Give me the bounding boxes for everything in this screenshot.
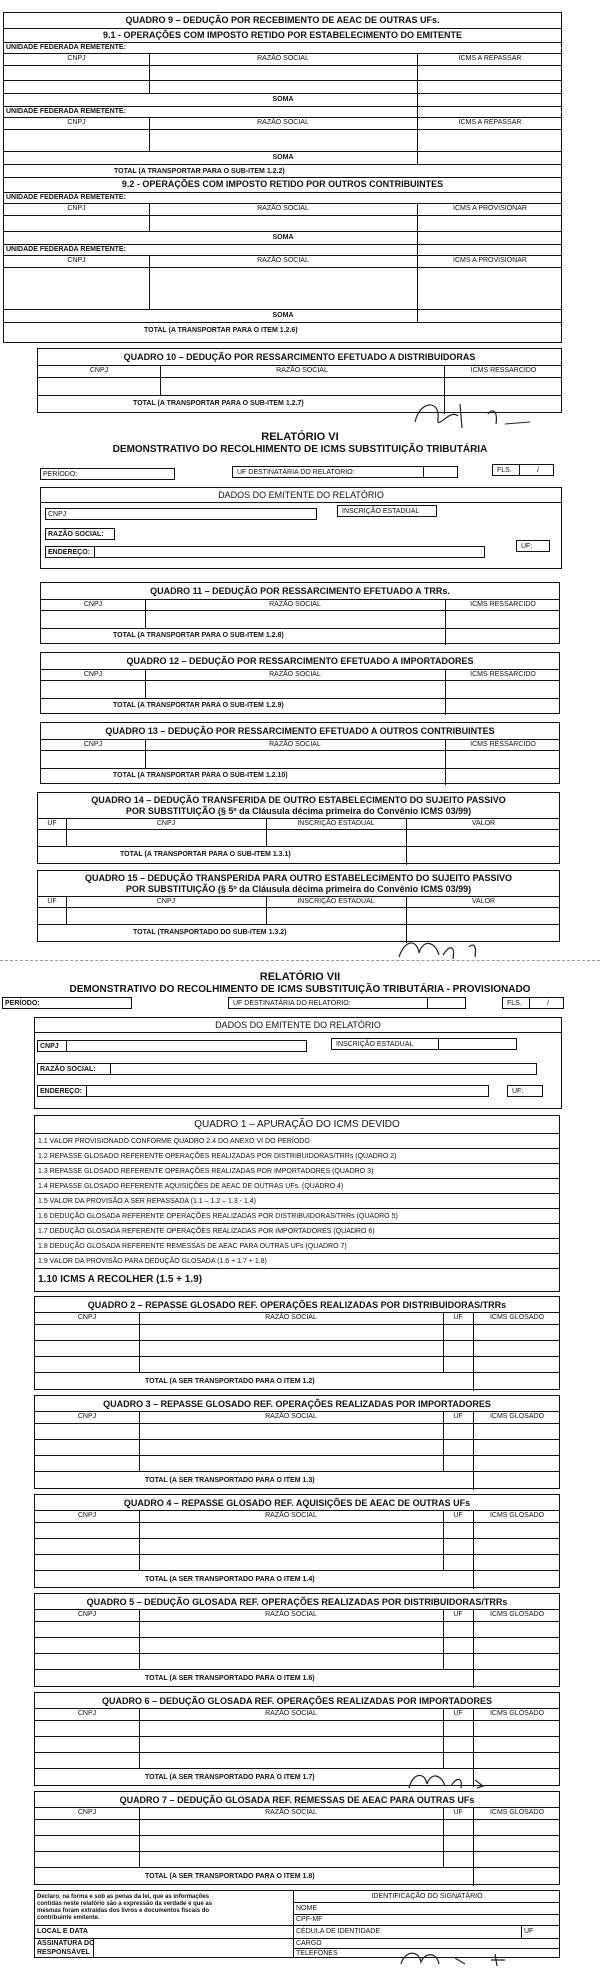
- col-icms-glosado: ICMS GLOSADO: [489, 1809, 545, 1816]
- quadro-4: [34, 1494, 560, 1588]
- col-uf: UF: [453, 1809, 463, 1816]
- total-label: TOTAL (A TRANSPORTAR PARA O SUB-ITEM 1.2.9): [113, 702, 284, 709]
- relatorio-vi-subtitle: DEMONSTRATIVO DO RECOLHIMENTO DE ICMS SUBSTITUIÇÃO TRIBUTÁRIA: [112, 444, 488, 455]
- item-1-6: 1.6 DEDUÇÃO GLOSADA REFERENTE OPERAÇÕES REALIZADAS POR DISTRIBUIDORAS/TRRs (QUADRO 5): [38, 1213, 398, 1220]
- soma-label: SOMA: [272, 234, 294, 241]
- item-1-3: 1.3 REPASSE GLOSADO REFERENTE OPERAÇÕES REALIZADAS POR IMPORTADORES (QUADRO 3): [38, 1168, 374, 1175]
- fls-label: FLS.: [507, 1000, 522, 1007]
- col-cnpj: CNPJ: [77, 1710, 97, 1717]
- col-uf: UF: [47, 820, 57, 827]
- declaracao-line-2: contidas neste relatório são a expressão da verdade e que as: [37, 1901, 213, 1907]
- col-uf: UF: [453, 1710, 463, 1717]
- soma-label: SOMA: [272, 154, 294, 161]
- identificacao-title: IDENTIFICAÇÃO DO SIGNATÁRIO: [371, 1893, 483, 1900]
- cnpj-label: CNPJ: [40, 1043, 59, 1050]
- declaracao-line-1: Declaro, na forma e sob as penas da lei, que as informações: [37, 1894, 210, 1900]
- quadro-2: [34, 1296, 560, 1390]
- uf-destinataria-field[interactable]: [228, 997, 466, 1009]
- item-1-10: 1.10 ICMS A RECOLHER (1.5 + 1.9): [38, 1274, 203, 1285]
- item-1-5: 1.5 VALOR DA PROVISÃO A SER REPASSADA (1.1 – 1.2 – 1.3 - 1.4): [38, 1198, 257, 1205]
- quadro-1-title: QUADRO 1 – APURAÇÃO DO ICMS DEVIDO: [194, 1119, 400, 1130]
- col-razao: RAZÃO SOCIAL: [257, 55, 309, 62]
- declaracao-line-3: mesmas foram extraídas dos livros e documentos fiscais do: [37, 1908, 210, 1914]
- fls-separator: /: [547, 1000, 549, 1007]
- relatorio-vii-subtitle: DEMONSTRATIVO DO RECOLHIMENTO DE ICMS SUBSTITUIÇÃO TRIBUTÁRIA - PROVISIONADO: [69, 984, 531, 995]
- col-razao: RAZÃO SOCIAL: [265, 1809, 317, 1816]
- uf-remetente-label: UNIDADE FEDERADA REMETENTE:: [6, 246, 126, 253]
- dados-emitente-title: DADOS DO EMITENTE DO RELATÓRIO: [215, 1020, 381, 1030]
- uf-field[interactable]: [507, 1085, 543, 1097]
- col-cnpj: CNPJ: [77, 1413, 97, 1420]
- item-1-1: 1.1 VALOR PROVISIONADO CONFORME QUADRO 2.4 DO ANEXO VI DO PERÍODO: [38, 1138, 310, 1145]
- item-1-2: 1.2 REPASSE GLOSADO REFERENTE OPERAÇÕES REALIZADAS POR DISTRIBUIDORAS/TRRs (QUADRO 2): [38, 1153, 397, 1160]
- fls-label: FLS.: [497, 467, 512, 474]
- periodo-field[interactable]: [2, 997, 132, 1009]
- col-uf: UF: [453, 1512, 463, 1519]
- col-razao: RAZÃO SOCIAL: [265, 1413, 317, 1420]
- signature-mark: [410, 398, 540, 432]
- cargo-label: CARGO: [296, 1940, 322, 1947]
- responsavel-label: RESPONSÁVEL: [37, 1949, 90, 1956]
- dados-emitente-title: DADOS DO EMITENTE DO RELATÓRIO: [218, 490, 384, 500]
- total-label: TOTAL (A SER TRANSPORTADO PARA O ITEM 1.4): [145, 1576, 315, 1583]
- uf-remetente-label: UNIDADE FEDERADA REMETENTE:: [6, 44, 126, 51]
- col-razao: RAZÃO SOCIAL: [265, 1710, 317, 1717]
- item-1-7: 1.7 DEDUÇÃO GLOSADA REFERENTE OPERAÇÕES REALIZADAS POR IMPORTADORES (QUADRO 6): [38, 1228, 375, 1235]
- razao-social-field[interactable]: [37, 1063, 537, 1075]
- quadro-7-title: QUADRO 7 – DEDUÇÃO GLOSADA REF. REMESSAS DE AEAC PARA OUTRAS UFs: [119, 1795, 475, 1805]
- col-cnpj: CNPJ: [156, 898, 176, 905]
- total-label: TOTAL (A SER TRANSPORTADO PARA O ITEM 1.6): [145, 1675, 315, 1682]
- fls-field[interactable]: [502, 997, 564, 1009]
- quadro-5-title: QUADRO 5 – DEDUÇÃO GLOSADA REF. OPERAÇÕES REALIZADAS POR DISTRIBUIDORAS/TRRs: [86, 1597, 508, 1607]
- uf-label: UF:: [512, 1088, 524, 1095]
- quadro-15-title-2: POR SUBSTITUIÇÃO (§ 5º da Cláusula décima primeira do Convênio ICMS 03/99): [125, 884, 472, 894]
- col-razao: RAZÃO SOCIAL: [269, 741, 321, 748]
- col-icms-glosado: ICMS GLOSADO: [489, 1413, 545, 1420]
- fls-field[interactable]: [492, 464, 554, 476]
- quadro-14: [37, 792, 560, 864]
- quadro-9-sub1: 9.1 - OPERAÇÕES COM IMPOSTO RETIDO POR ESTABELECIMENTO DO EMITENTE: [102, 30, 463, 40]
- quadro-14-title-1: QUADRO 14 – DEDUÇÃO TRANSFERIDA DE OUTRO ESTABELECIMENTO DO SUJEITO PASSIVO: [91, 795, 506, 805]
- col-razao: RAZÃO SOCIAL: [269, 671, 321, 678]
- nome-label: NOME: [296, 1905, 317, 1912]
- quadro-3: [34, 1395, 560, 1489]
- endereco-label: ENDEREÇO:: [48, 549, 91, 556]
- quadro-4-title: QUADRO 4 – REPASSE GLOSADO REF. AQUISIÇÕES DE AEAC DE OUTRAS UFs: [123, 1498, 471, 1508]
- uf-remetente-label: UNIDADE FEDERADA REMETENTE:: [6, 108, 126, 115]
- col-razao: RAZÃO SOCIAL: [269, 601, 321, 608]
- total-label: TOTAL (A SER TRANSPORTADO PARA O ITEM 1.2): [145, 1378, 315, 1385]
- total-label: TOTAL (A SER TRANSPORTADO PARA O ITEM 1.8): [145, 1873, 315, 1880]
- quadro-12-title: QUADRO 12 – DEDUÇÃO POR RESSARCIMENTO EFETUADO A IMPORTADORES: [126, 656, 474, 666]
- col-icms: ICMS A PROVISIONAR: [453, 205, 527, 212]
- quadro-9-sub2: 9.2 - OPERAÇÕES COM IMPOSTO RETIDO POR OUTROS CONTRIBUINTES: [121, 179, 444, 189]
- signature-mark: [395, 1944, 535, 1968]
- col-uf: UF: [47, 898, 57, 905]
- col-cnpj: CNPJ: [156, 820, 176, 827]
- cnpj-field[interactable]: [37, 1040, 307, 1052]
- quadro-12: [40, 652, 560, 714]
- ie-label: INSCRIÇÃO ESTADUAL: [336, 1041, 414, 1048]
- col-cnpj: CNPJ: [77, 1611, 97, 1618]
- quadro-15: [37, 870, 560, 942]
- item-1-4: 1.4 REPASSE GLOSADO REFERENTE AQUISIÇÕES DE AEAC DE OUTRAS UFs. (QUADRO 4): [38, 1183, 344, 1190]
- quadro-3-title: QUADRO 3 – REPASSE GLOSADO REF. OPERAÇÕES REALIZADAS POR IMPORTADORES: [103, 1399, 491, 1409]
- col-ie: INSCRIÇÃO ESTADUAL: [297, 898, 375, 905]
- quadro-5: [34, 1593, 560, 1687]
- col-icms-glosado: ICMS GLOSADO: [489, 1314, 545, 1321]
- col-razao: RAZÃO SOCIAL: [265, 1512, 317, 1519]
- col-cnpj: CNPJ: [67, 205, 86, 212]
- quadro-9-title: QUADRO 9 – DEDUÇÃO POR RECEBIMENTO DE AEAC DE OUTRAS UFs.: [125, 15, 440, 25]
- uf-field[interactable]: [516, 540, 550, 552]
- col-cnpj: CNPJ: [77, 1314, 97, 1321]
- col-cnpj: CNPJ: [67, 119, 86, 126]
- col-razao: RAZÃO SOCIAL: [257, 257, 309, 264]
- uf-destinataria-field[interactable]: [232, 466, 458, 478]
- razao-social-label: RAZÃO SOCIAL:: [48, 531, 104, 538]
- quadro-13-title: QUADRO 13 – DEDUÇÃO POR RESSARCIMENTO EFETUADO A OUTROS CONTRIBUINTES: [105, 726, 495, 736]
- ie-field[interactable]: [337, 505, 437, 517]
- quadro-1: [34, 1115, 560, 1292]
- razao-social-field[interactable]: [45, 528, 115, 540]
- quadro-10-title: QUADRO 10 – DEDUÇÃO POR RESSARCIMENTO EFETUADO A DISTRIBUIDORAS: [123, 352, 476, 362]
- ie-label: INSCRIÇÃO ESTADUAL: [342, 508, 420, 515]
- col-uf: UF: [453, 1413, 463, 1420]
- col-uf: UF: [453, 1314, 463, 1321]
- total-label: TOTAL (A SER TRANSPORTADO PARA O ITEM 1.7): [145, 1774, 315, 1781]
- dados-emitente-vii: [34, 1017, 562, 1109]
- col-icms: ICMS RESSARCIDO: [470, 367, 537, 374]
- uf-destinataria-label: UF DESTINATÁRIA DO RELATÓRIO:: [237, 469, 355, 476]
- col-icms: ICMS RESSARCIDO: [470, 741, 536, 748]
- col-cnpj: CNPJ: [67, 257, 86, 264]
- col-icms-glosado: ICMS GLOSADO: [489, 1611, 545, 1618]
- quadro-7: [34, 1791, 560, 1885]
- endereco-label: ENDEREÇO:: [40, 1088, 83, 1095]
- total-label: TOTAL (A TRANSPORTAR PARA O SUB-ITEM 1.2.2): [114, 168, 285, 175]
- col-razao: RAZÃO SOCIAL: [257, 119, 309, 126]
- col-cnpj: CNPJ: [77, 1809, 97, 1816]
- col-icms: ICMS A REPASSAR: [458, 119, 522, 126]
- declaracao-line-4: contribuinte emitente.: [37, 1915, 100, 1921]
- relatorio-vi-title: RELATÓRIO VI: [261, 431, 339, 443]
- item-1-9: 1.9 VALOR DA PROVISÃO PARA DEDUÇÃO GLOSADA (1.6 + 1.7 + 1.8): [38, 1258, 267, 1265]
- uf-label: UF: [524, 1928, 534, 1935]
- col-icms: ICMS A PROVISIONAR: [453, 257, 527, 264]
- signature-mark: [405, 1768, 500, 1792]
- col-cnpj: CNPJ: [67, 55, 86, 62]
- quadro-6-title: QUADRO 6 – DEDUÇÃO GLOSADA REF. OPERAÇÕES REALIZADAS POR IMPORTADORES: [101, 1696, 493, 1706]
- col-cnpj: CNPJ: [77, 1512, 97, 1519]
- total-label: TOTAL (A SER TRANSPORTADO PARA O ITEM 1.3): [145, 1477, 315, 1484]
- col-icms: ICMS A REPASSAR: [458, 55, 522, 62]
- col-valor: VALOR: [471, 898, 496, 905]
- local-data-label: LOCAL E DATA: [37, 1928, 88, 1935]
- col-razao: RAZÃO SOCIAL: [276, 367, 328, 374]
- col-ie: INSCRIÇÃO ESTADUAL: [297, 820, 375, 827]
- quadro-9: [3, 12, 562, 343]
- total-label: TOTAL (A TRANSPORTAR PARA O SUB-ITEM 1.2.7): [133, 400, 304, 407]
- quadro-11: [40, 582, 560, 644]
- quadro-11-title: QUADRO 11 – DEDUÇÃO POR RESSARCIMENTO EFETUADO A TRRs.: [150, 586, 450, 596]
- col-razao: RAZÃO SOCIAL: [257, 205, 309, 212]
- soma-label: SOMA: [272, 312, 294, 319]
- cedula-label: CÉDULA DE IDENTIDADE: [296, 1928, 381, 1935]
- cnpj-label: CNPJ: [48, 511, 67, 518]
- col-cnpj: CNPJ: [89, 367, 109, 374]
- cnpj-field[interactable]: [45, 508, 317, 520]
- endereco-field[interactable]: [45, 546, 485, 558]
- col-icms-glosado: ICMS GLOSADO: [489, 1512, 545, 1519]
- quadro-13: [40, 722, 560, 784]
- total-label: TOTAL (TRANSPORTADO DO SUB-ITEM 1.3.2): [133, 929, 287, 936]
- quadro-2-title: QUADRO 2 – REPASSE GLOSADO REF. OPERAÇÕES REALIZADAS POR DISTRIBUIDORAS/TRRs: [87, 1300, 507, 1310]
- col-razao: RAZÃO SOCIAL: [265, 1611, 317, 1618]
- dados-emitente-vi: [40, 487, 562, 569]
- total-label: TOTAL (A TRANSPORTAR PARA O SUB-ITEM 1.2.10): [113, 772, 288, 779]
- periodo-label: PERÍODO:: [43, 471, 78, 478]
- total-label: TOTAL (A TRANSPORTAR PARA O SUB-ITEM 1.2.8): [113, 632, 284, 639]
- col-valor: VALOR: [471, 820, 496, 827]
- total-label: TOTAL (A TRANSPORTAR PARA O ITEM 1.2.6): [144, 327, 298, 334]
- total-label: TOTAL (A TRANSPORTAR PARA O SUB-ITEM 1.3.1): [120, 851, 291, 858]
- assinatura-label: ASSINATURA DO: [37, 1940, 95, 1947]
- col-cnpj: CNPJ: [83, 671, 103, 678]
- col-razao: RAZÃO SOCIAL: [265, 1314, 317, 1321]
- col-icms-glosado: ICMS GLOSADO: [489, 1710, 545, 1717]
- col-icms: ICMS RESSARCIDO: [470, 601, 536, 608]
- uf-remetente-label: UNIDADE FEDERADA REMETENTE:: [6, 194, 126, 201]
- cpf-label: CPF-MF: [296, 1916, 323, 1923]
- quadro-14-title-2: POR SUBSTITUIÇÃO (§ 5º da Cláusula décima primeira do Convênio ICMS 03/99): [125, 806, 472, 816]
- periodo-field[interactable]: [40, 468, 175, 480]
- uf-label: UF:: [521, 543, 533, 550]
- soma-label: SOMA: [272, 96, 294, 103]
- endereco-field[interactable]: [37, 1085, 489, 1097]
- fls-separator: /: [537, 467, 539, 474]
- col-uf: UF: [453, 1611, 463, 1618]
- periodo-label: PERÍODO:: [5, 1000, 40, 1007]
- relatorio-vii-title: RELATÓRIO VII: [259, 971, 341, 983]
- telefones-label: TELEFONES: [296, 1950, 338, 1957]
- ie-field[interactable]: [331, 1038, 517, 1050]
- signature-mark: [395, 935, 505, 963]
- quadro-15-title-1: QUADRO 15 – DEDUÇÃO TRANSPERIDA PARA OUTRO ESTABELECIMENTO DO SUJEITO PASSIVO: [84, 873, 513, 883]
- razao-social-label: RAZÃO SOCIAL:: [40, 1066, 96, 1073]
- col-cnpj: CNPJ: [83, 601, 103, 608]
- item-1-8: 1.8 DEDUÇÃO GLOSADA REFERENTE REMESSAS DE AEAC PARA OUTRAS UFs (QUADRO 7): [38, 1243, 347, 1250]
- col-icms: ICMS RESSARCIDO: [470, 671, 536, 678]
- uf-destinataria-label: UF DESTINATÁRIA DO RELATÓRIO:: [233, 1000, 351, 1007]
- col-cnpj: CNPJ: [83, 741, 103, 748]
